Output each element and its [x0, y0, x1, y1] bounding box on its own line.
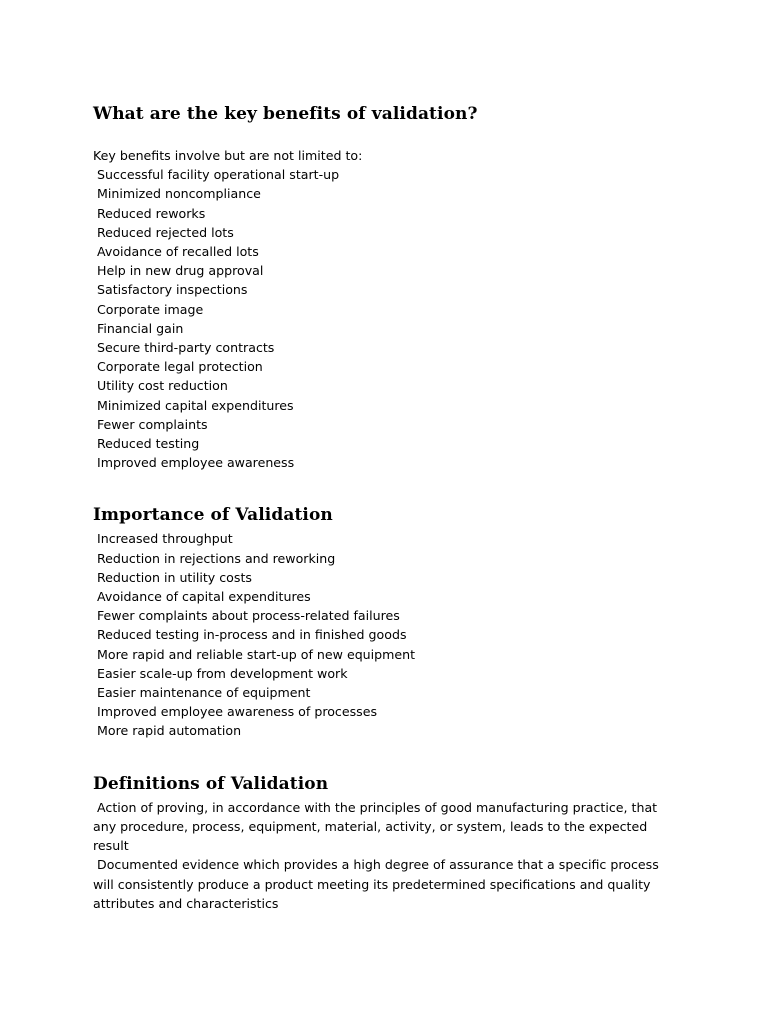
list-item: Increased throughput — [97, 531, 233, 547]
key-benefits-intro: Key benefits involve but are not limited to: — [93, 148, 363, 163]
list-item: Utility cost reduction — [97, 378, 228, 394]
importance-list — [93, 529, 673, 740]
list-item: Reduced testing — [97, 436, 200, 452]
definition-paragraph: Documented evidence which provides a high degree of assurance that a specific process will consistently produce a product meeting its predetermined specifications and quality attributes and characteristics — [93, 857, 659, 911]
list-item: More rapid automation — [97, 723, 242, 739]
list-item: Satisfactory inspections — [97, 282, 248, 298]
list-item: Improved employee awareness of processes — [97, 704, 378, 720]
list-item: Financial gain — [97, 320, 184, 336]
list-item: Minimized noncompliance — [97, 186, 261, 202]
document-content — [93, 101, 673, 913]
section-title-definitions: Definitions of Validation — [93, 773, 329, 794]
section-title-key-benefits: What are the key benefits of validation? — [93, 104, 478, 124]
list-item: Corporate legal protection — [97, 359, 263, 375]
list-item: Fewer complaints — [97, 416, 208, 432]
list-item: More rapid and reliable start-up of new equipment — [97, 646, 416, 662]
list-item: Reduced rejected lots — [97, 224, 234, 240]
list-item: Reduction in rejections and reworking — [97, 550, 336, 566]
list-item: Avoidance of recalled lots — [97, 244, 259, 260]
list-item: Reduced testing in-process and in finished goods — [97, 627, 407, 643]
list-item: Successful facility operational start-up — [97, 167, 340, 183]
list-item: Avoidance of capital expenditures — [97, 589, 311, 605]
list-item: Fewer complaints about process-related failures — [97, 608, 400, 624]
list-item: Reduced reworks — [97, 205, 206, 221]
list-item: Easier maintenance of equipment — [97, 685, 311, 701]
list-item: Corporate image — [97, 301, 204, 317]
list-item: Help in new drug approval — [97, 263, 264, 279]
list-item: Easier scale-up from development work — [97, 665, 348, 681]
section-title-importance: Importance of Validation — [93, 505, 333, 526]
list-item: Improved employee awareness — [97, 455, 295, 471]
list-item: Secure third-party contracts — [97, 340, 275, 356]
key-benefits-list — [93, 165, 673, 472]
definition-paragraph: Action of proving, in accordance with the principles of good manufacturing practice, that any procedure, process, equipment, material, activity, or system, leads to the expected result — [93, 799, 658, 854]
list-item: Reduction in utility costs — [97, 569, 252, 585]
list-item: Minimized capital expenditures — [97, 397, 294, 413]
